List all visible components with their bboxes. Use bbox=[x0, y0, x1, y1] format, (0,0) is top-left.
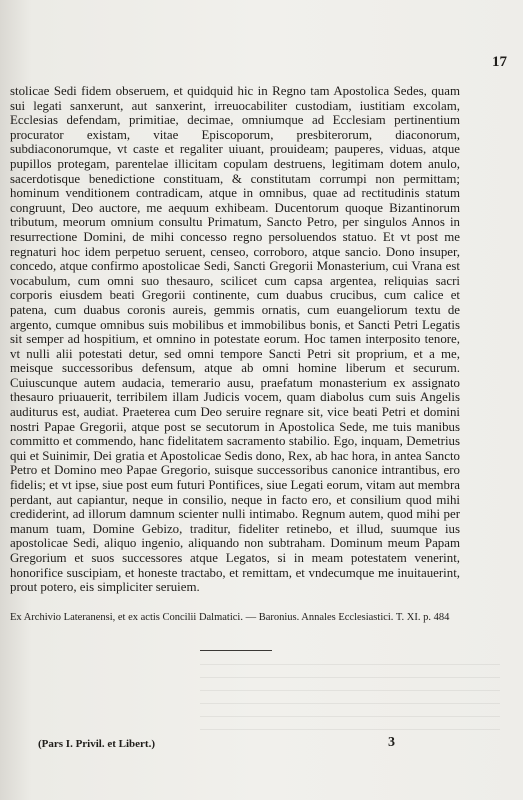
sheet-number: 3 bbox=[388, 735, 395, 750]
signature-mark: (Pars I. Privil. et Libert.) bbox=[38, 738, 155, 750]
page-number: 17 bbox=[492, 54, 507, 70]
horizontal-rule bbox=[200, 650, 272, 651]
source-note: Ex Archivio Lateranensi, et ex actis Concilii Dalmatici. — Baronius. Annales Ecclesiastici. T. XI. p. 484 bbox=[10, 612, 450, 623]
body-text: stolicae Sedi fidem obseruem, et quidquid hic in Regno tam Apostolica Sedes, quam sui legati sanxerunt, aut sanxerint, irreuocabiliter custodiam, iustitiam excolam, Ecclesias defendam, primitiae, decimae, omniumque ad Ecclesiam pertinentium procurator existam, vitae Episcoporum, presbiterorum, diaconorum, subdiaconorumque, vt caste et regaliter uiuant, prouideam; pauperes, viduas, atque pupillos protegam, parentelae illicitam copulam destruens, legitimam dotem anulo, sacerdotisque benedictione constituam, & constitutam corrumpi non permittam; hominum venditionem contradicam, atque in omnibus, quae ad rectitudinis statum congruunt, Deo auctore, me aequum exhibeam. Ducentorum quoque Bizantinorum tributum, meorum omnium consultu Primatum, Sancto Petro, per singulos Annos in resurrectione Domini, de mihi concesso regno persoluendos statuo. Et vt post me regnaturi hoc idem perpetuo seruent, censeo, corroboro, atque sancio. Dono insuper, concedo, atque confirmo apostolicae Sedi, Sancti Gregorii Monasterium, cui Vrana est vocabulum, cum omni suo thesauro, scilicet cum capsa argentea, reliquias sacri corporis eiusdem beati Gregorii continente, cum duabus crucibus, cum calice et patena, cum duabus coronis aureis, gemmis ornatis, cum euangeliorum textu de argento, cumque omnibus suis mobilibus et immobilibus bonis, et Sancti Petri Legatis sit semper ad hospitium, et omnino in potestate eorum. Hoc tamen interposito tenore, vt nulli alii potestati detur, sed omni tempore Sancti Petri sit proprium, et a me, meisque successoribus defensum, atque ab omni homine liberum et securum. Cuiuscunque autem audacia, temerario ausu, praefatum monasterium ex assignato thesauro priuauerit, terribilem illam Judicis vocem, quam diabolus cum suis Angelis auditurus est, audiat. Praeterea cum Deo seruire regnare sit, vice beati Petri et domini nostri Papae Gregorii, atque post se secutorum in Apostolica Sede, me tuis manibus committo et commendo, hanc fidelitatem sacramento stabilio. Ego, inquam, Demetrius qui et Suinimir, Dei gratia et Apostolicae Sedis dono, Rex, ab hac hora, in antea Sancto Petro et Domino meo Papae Gregorio, suisque successoribus canonice intrantibus, ero fidelis; et vt ipse, siue post eum futuri Pontifices, siue Legati eorum, vitam aut membra perdant, aut capiantur, neque in consilio, neque in facto ero, et consilium quod mihi crediderint, ad illorum damnum scienter nulli intimabo. Regnum autem, quod mihi per manum tuam, Domine Gebizo, traditur, fideliter retinebo, et illud, suumque ius apostolicae Sedi, aliquo ingenio, aliquando non subtraham. Dominum meum Papam Gregorium et suos successores atque Legatos, si in meam potestatem venerint, honorifice suscipiam, et honeste tractabo, et remittam, et vndecumque me inuitauerint, prout potero, eis simpliciter seruiem. bbox=[10, 84, 460, 595]
show-through-bleed bbox=[200, 664, 500, 734]
